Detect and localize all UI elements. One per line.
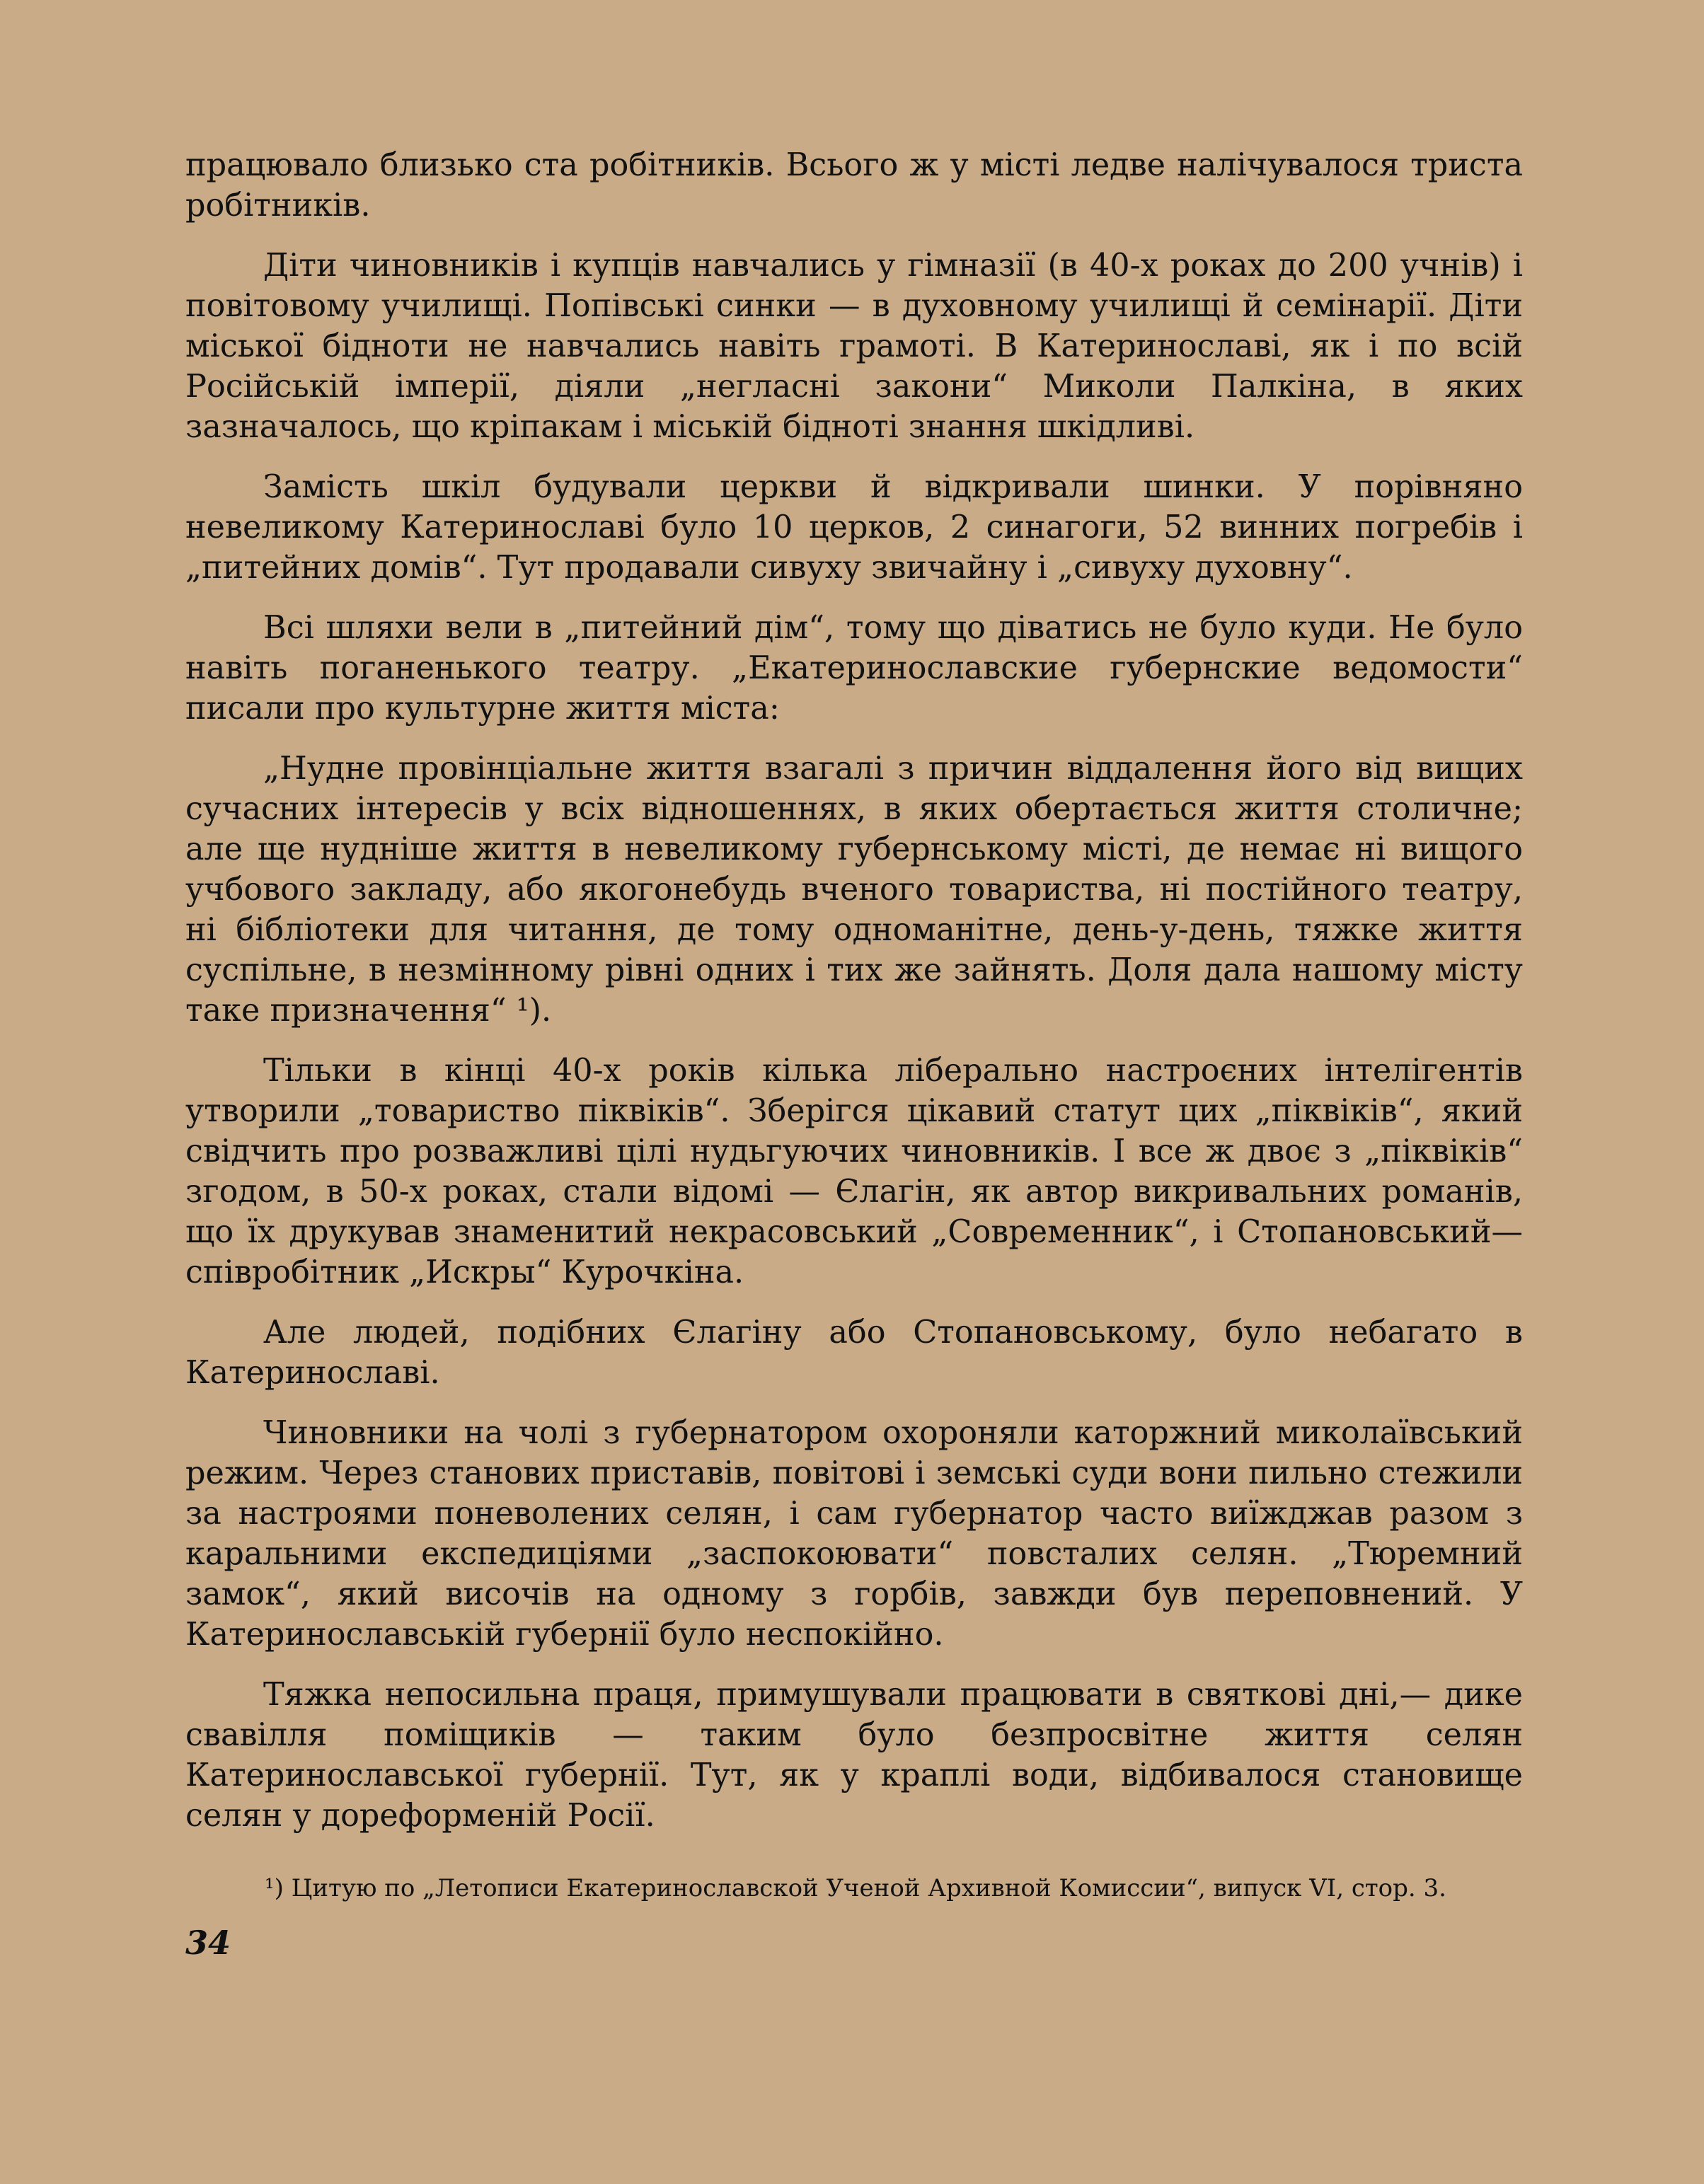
paragraph: Тільки в кінці 40-х років кілька ліберально настроєних інтелігентів утворили „товариство піквіків“. Зберігся цікавий статут цих „піквіків“, який свідчить про розважливі цілі нудьгуючих чиновників. І все ж двоє з „піквіків“ згодом, в 50-х роках, стали відомі — Єлагін, як автор викривальних романів, що їх друкував знаменитий некрасовський „Современник“, і Стопановський—співробітник „Искры“ Курочкіна. bbox=[185, 1053, 1523, 1290]
body-text bbox=[185, 145, 1523, 1836]
paragraph: Тяжка непосильна праця, примушували працювати в святкові дні,— дике свавілля поміщиків — таким було безпросвітне життя селян Катеринославської губернії. Тут, як у краплі води, відбивалося становище селян у дореформеній Росії. bbox=[185, 1677, 1523, 1834]
paragraph: Всі шляхи вели в „питейний дім“, тому що діватись не було куди. Не було навіть поганенького театру. „Екатеринославские губернские ведомости“ писали про культурне життя міста: bbox=[185, 610, 1523, 727]
paragraph: Але людей, подібних Єлагіну або Стопановському, було небагато в Катеринославі. bbox=[185, 1315, 1523, 1391]
paragraph: працювало близько ста робітників. Всього ж у місті ледве налічувалося триста робітників. bbox=[185, 147, 1523, 224]
quoted-paragraph: „Нудне провінціальне життя взагалі з причин віддалення його від вищих сучасних інтересів у всіх відношеннях, в яких обертається життя столичне; але ще нудніше життя в невеликому губернському місті, де немає ні вищого учбового закладу, або якогонебудь вченого товариства, ні постійного театру, ні бібліотеки для читання, де тому одноманітне, день-у-день, тяжке життя суспільне, в незмінному рівні одних і тих же зайнять. Доля дала нашому місту таке призначення“ ¹). bbox=[185, 751, 1523, 1029]
footnote: ¹) Цитую по „Летописи Екатеринославской Ученой Архивной Комиссии“, випуск VI, стор. 3. bbox=[265, 1874, 1446, 1902]
paragraph: Діти чиновників і купців навчались у гімназії (в 40-х роках до 200 учнів) і повітовому училищі. Попівські синки — в духовному училищі й семінарії. Діти міської бідноти не навчались навіть грамоті. В Катеринославі, як і по всій Російській імперії, діяли „негласні закони“ Миколи Палкіна, в яких зазначалось, що кріпакам і міській бідноті знання шкідливі. bbox=[185, 248, 1523, 445]
paragraph: Замість шкіл будували церкви й відкривали шинки. У порівняно невеликому Катеринославі було 10 церков, 2 синагоги, 52 винних погребів і „питейних домів“. Тут продавали сивуху звичайну і „сивуху духовну“. bbox=[185, 469, 1523, 586]
paragraph: Чиновники на чолі з губернатором охороняли каторжний миколаївський режим. Через станових приставів, повітові і земські суди вони пильно стежили за настроями поневолених селян, і сам губернатор часто виїжджав разом з каральними експедиціями „заспокоювати“ повсталих селян. „Тюремний замок“, який височів на одному з горбів, завжди був переповнений. У Катеринославській губернії було неспокійно. bbox=[185, 1415, 1523, 1653]
page-number: 34 bbox=[185, 1924, 231, 1962]
book-page bbox=[185, 145, 1523, 1962]
